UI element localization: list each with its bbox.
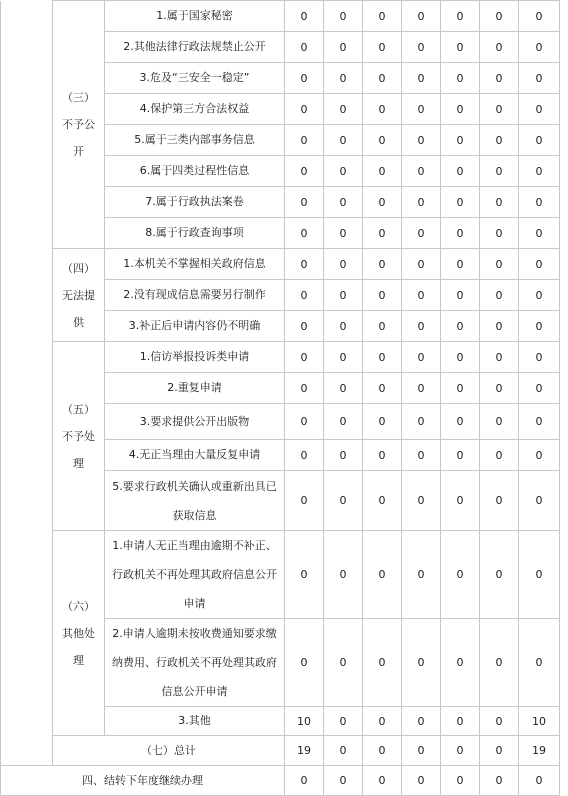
value-cell: 0 — [285, 373, 324, 404]
value-cell: 0 — [480, 125, 519, 156]
table-row — [1, 342, 560, 373]
value-cell: 0 — [324, 373, 363, 404]
value-cell: 0 — [285, 249, 324, 280]
value-cell: 0 — [480, 63, 519, 94]
value-cell: 0 — [324, 531, 363, 619]
value-cell: 0 — [324, 1, 363, 32]
value-cell: 0 — [441, 373, 480, 404]
value-cell: 0 — [402, 619, 441, 707]
value-cell: 0 — [441, 125, 480, 156]
value-cell: 0 — [324, 218, 363, 249]
carryover-label: 四、结转下年度继续办理 — [1, 766, 285, 796]
value-cell: 0 — [480, 187, 519, 218]
value-cell: 0 — [363, 342, 402, 373]
value-cell: 0 — [324, 280, 363, 311]
value-cell: 0 — [441, 404, 480, 440]
value-cell: 0 — [441, 218, 480, 249]
value-cell: 0 — [402, 249, 441, 280]
value-cell: 0 — [480, 280, 519, 311]
item-label: 4.无正当理由大量反复申请 — [105, 440, 285, 471]
value-cell: 0 — [363, 471, 402, 531]
value-cell: 0 — [519, 94, 560, 125]
item-label: 2.申请人逾期未按收费通知要求缴纳费用、行政机关不再处理其政府信息公开申请 — [105, 619, 285, 707]
item-label: 3.要求提供公开出版物 — [105, 404, 285, 440]
value-cell: 0 — [441, 1, 480, 32]
value-cell: 0 — [402, 736, 441, 766]
value-cell: 0 — [519, 766, 560, 796]
item-label: 2.重复申请 — [105, 373, 285, 404]
value-cell: 0 — [480, 342, 519, 373]
value-cell: 0 — [402, 125, 441, 156]
value-cell: 0 — [480, 736, 519, 766]
item-label: 6.属于四类过程性信息 — [105, 156, 285, 187]
value-cell: 0 — [285, 280, 324, 311]
value-cell: 0 — [285, 125, 324, 156]
total-label: （七）总计 — [53, 736, 285, 766]
value-cell: 0 — [480, 531, 519, 619]
value-cell: 0 — [324, 311, 363, 342]
value-cell: 0 — [441, 342, 480, 373]
value-cell: 0 — [285, 619, 324, 707]
value-cell: 19 — [285, 736, 324, 766]
value-cell: 0 — [519, 440, 560, 471]
value-cell: 0 — [285, 440, 324, 471]
value-cell: 0 — [402, 373, 441, 404]
value-cell: 0 — [519, 373, 560, 404]
value-cell: 0 — [324, 707, 363, 736]
value-cell: 0 — [363, 404, 402, 440]
value-cell: 0 — [519, 404, 560, 440]
value-cell: 0 — [441, 619, 480, 707]
value-cell: 0 — [324, 249, 363, 280]
value-cell: 0 — [363, 1, 402, 32]
table-row — [1, 249, 560, 280]
value-cell: 0 — [441, 94, 480, 125]
value-cell: 0 — [402, 766, 441, 796]
value-cell: 0 — [402, 440, 441, 471]
value-cell: 0 — [402, 63, 441, 94]
value-cell: 0 — [402, 1, 441, 32]
value-cell: 0 — [324, 125, 363, 156]
value-cell: 0 — [441, 766, 480, 796]
value-cell: 0 — [324, 619, 363, 707]
value-cell: 0 — [480, 156, 519, 187]
value-cell: 0 — [285, 1, 324, 32]
item-label: 7.属于行政执法案卷 — [105, 187, 285, 218]
value-cell: 0 — [441, 707, 480, 736]
value-cell: 0 — [480, 707, 519, 736]
value-cell: 0 — [519, 187, 560, 218]
value-cell: 0 — [441, 311, 480, 342]
item-label: 4.保护第三方合法权益 — [105, 94, 285, 125]
item-label: 1.属于国家秘密 — [105, 1, 285, 32]
value-cell: 0 — [363, 156, 402, 187]
value-cell: 0 — [441, 736, 480, 766]
value-cell: 0 — [402, 342, 441, 373]
table-body — [1, 1, 560, 796]
value-cell: 0 — [363, 125, 402, 156]
value-cell: 0 — [441, 440, 480, 471]
value-cell: 0 — [402, 94, 441, 125]
value-cell: 0 — [324, 342, 363, 373]
value-cell: 0 — [285, 218, 324, 249]
value-cell: 0 — [441, 531, 480, 619]
value-cell: 0 — [402, 32, 441, 63]
value-cell: 0 — [402, 218, 441, 249]
value-cell: 0 — [480, 404, 519, 440]
value-cell: 0 — [402, 531, 441, 619]
value-cell: 0 — [480, 94, 519, 125]
value-cell: 0 — [363, 63, 402, 94]
value-cell: 0 — [285, 404, 324, 440]
value-cell: 0 — [519, 1, 560, 32]
item-label: 2.没有现成信息需要另行制作 — [105, 280, 285, 311]
value-cell: 0 — [285, 63, 324, 94]
value-cell: 0 — [402, 156, 441, 187]
value-cell: 0 — [363, 280, 402, 311]
value-cell: 0 — [519, 156, 560, 187]
value-cell: 0 — [441, 63, 480, 94]
value-cell: 0 — [402, 404, 441, 440]
value-cell: 0 — [480, 619, 519, 707]
table-row — [1, 1, 560, 32]
value-cell: 0 — [480, 311, 519, 342]
value-cell: 0 — [480, 766, 519, 796]
item-label: 1.信访举报投诉类申请 — [105, 342, 285, 373]
value-cell: 0 — [519, 125, 560, 156]
item-label: 3.补正后申请内容仍不明确 — [105, 311, 285, 342]
value-cell: 0 — [519, 311, 560, 342]
value-cell: 0 — [402, 187, 441, 218]
value-cell: 0 — [285, 342, 324, 373]
category-label: （三）不予公开 — [53, 1, 105, 249]
value-cell: 0 — [324, 440, 363, 471]
category-label: （六）其他处理 — [53, 531, 105, 736]
value-cell: 0 — [285, 531, 324, 619]
value-cell: 0 — [285, 311, 324, 342]
value-cell: 0 — [363, 94, 402, 125]
value-cell: 0 — [363, 440, 402, 471]
value-cell: 0 — [480, 1, 519, 32]
carryover-row — [1, 766, 560, 796]
value-cell: 0 — [363, 531, 402, 619]
value-cell: 0 — [363, 311, 402, 342]
value-cell: 0 — [441, 187, 480, 218]
value-cell: 0 — [480, 32, 519, 63]
value-cell: 0 — [324, 94, 363, 125]
value-cell: 0 — [480, 471, 519, 531]
value-cell: 0 — [519, 342, 560, 373]
value-cell: 0 — [363, 187, 402, 218]
left-margin-cell — [1, 1, 53, 766]
value-cell: 0 — [480, 440, 519, 471]
total-row — [1, 736, 560, 766]
item-label: 1.本机关不掌握相关政府信息 — [105, 249, 285, 280]
value-cell: 0 — [324, 736, 363, 766]
value-cell: 0 — [402, 471, 441, 531]
category-label: （四）无法提供 — [53, 249, 105, 342]
value-cell: 0 — [480, 249, 519, 280]
value-cell: 0 — [519, 471, 560, 531]
value-cell: 10 — [285, 707, 324, 736]
item-label: 3.危及“三安全一稳定” — [105, 63, 285, 94]
value-cell: 0 — [441, 249, 480, 280]
value-cell: 0 — [285, 187, 324, 218]
item-label: 5.要求行政机关确认或重新出具已获取信息 — [105, 471, 285, 531]
value-cell: 0 — [363, 32, 402, 63]
value-cell: 0 — [324, 32, 363, 63]
value-cell: 0 — [324, 63, 363, 94]
item-label: 3.其他 — [105, 707, 285, 736]
value-cell: 0 — [363, 373, 402, 404]
value-cell: 0 — [285, 32, 324, 63]
value-cell: 0 — [285, 766, 324, 796]
item-label: 1.申请人无正当理由逾期不补正、行政机关不再处理其政府信息公开申请 — [105, 531, 285, 619]
value-cell: 0 — [441, 32, 480, 63]
value-cell: 0 — [363, 707, 402, 736]
table-row — [1, 531, 560, 619]
value-cell: 0 — [402, 707, 441, 736]
value-cell: 0 — [519, 619, 560, 707]
value-cell: 0 — [363, 736, 402, 766]
value-cell: 0 — [441, 471, 480, 531]
value-cell: 0 — [363, 249, 402, 280]
item-label: 2.其他法律行政法规禁止公开 — [105, 32, 285, 63]
value-cell: 0 — [402, 280, 441, 311]
value-cell: 0 — [441, 280, 480, 311]
value-cell: 0 — [519, 531, 560, 619]
value-cell: 0 — [324, 404, 363, 440]
value-cell: 0 — [285, 156, 324, 187]
item-label: 8.属于行政查询事项 — [105, 218, 285, 249]
value-cell: 0 — [285, 94, 324, 125]
value-cell: 0 — [519, 249, 560, 280]
value-cell: 0 — [363, 218, 402, 249]
value-cell: 0 — [324, 471, 363, 531]
category-label: （五）不予处理 — [53, 342, 105, 531]
item-label: 5.属于三类内部事务信息 — [105, 125, 285, 156]
value-cell: 10 — [519, 707, 560, 736]
value-cell: 0 — [285, 471, 324, 531]
value-cell: 0 — [519, 32, 560, 63]
value-cell: 0 — [324, 766, 363, 796]
value-cell: 0 — [324, 187, 363, 218]
value-cell: 0 — [480, 218, 519, 249]
value-cell: 0 — [324, 156, 363, 187]
value-cell: 0 — [402, 311, 441, 342]
value-cell: 0 — [363, 766, 402, 796]
value-cell: 0 — [519, 63, 560, 94]
value-cell: 0 — [519, 218, 560, 249]
value-cell: 0 — [441, 156, 480, 187]
value-cell: 0 — [519, 280, 560, 311]
value-cell: 0 — [363, 619, 402, 707]
value-cell: 19 — [519, 736, 560, 766]
value-cell: 0 — [480, 373, 519, 404]
